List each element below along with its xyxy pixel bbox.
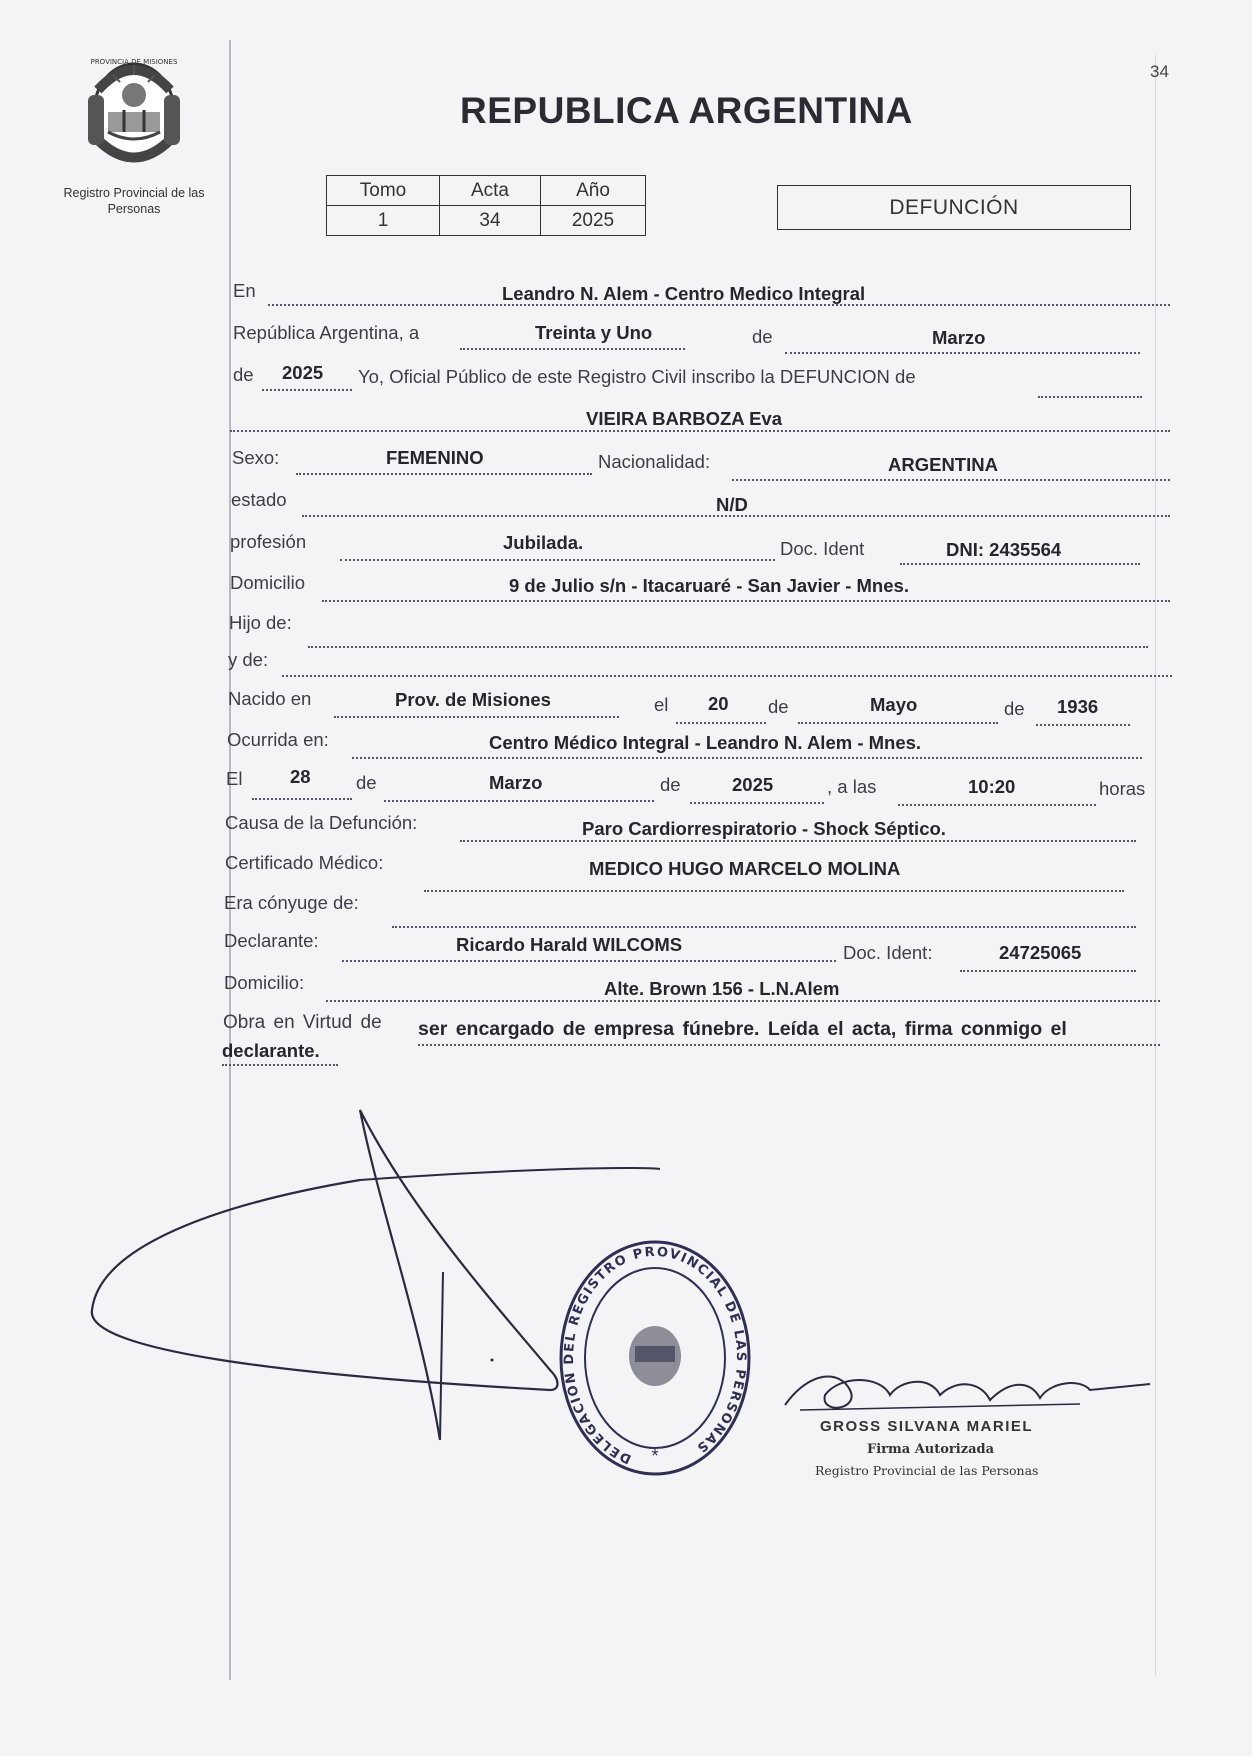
dotted-line: [230, 430, 1170, 432]
dotted-line: [282, 675, 1172, 677]
dotted-line: [322, 600, 1170, 602]
nacionalidad-label: Nacionalidad:: [598, 451, 711, 472]
fall-anio-value: 2025: [732, 774, 774, 795]
nombre-value: VIEIRA BARBOZA Eva: [586, 408, 782, 429]
domicilio-value: 9 de Julio s/n - Itacaruaré - San Javier - Mnes.: [509, 575, 909, 596]
nac-anio-value: 1936: [1057, 696, 1099, 717]
tomo-value: 1: [327, 206, 440, 236]
en-label: En: [233, 280, 256, 301]
de-label: de: [768, 696, 789, 717]
doc-value: DNI: 2435564: [946, 539, 1062, 560]
dotted-line: [334, 716, 619, 718]
nac-mes-value: Mayo: [870, 694, 918, 715]
dotted-line: [262, 389, 352, 391]
line-estado: [0, 489, 1252, 513]
emblem-text: PROVINCIA DE MISIONES: [90, 58, 178, 66]
acta-value: 34: [440, 206, 541, 236]
anio-value: 2025: [282, 362, 324, 383]
line-certificado: [0, 852, 1252, 879]
line-fecha: [0, 322, 1252, 346]
obra-value: ser encargado de empresa fúnebre. Leída el acta, firma conmigo el: [418, 1018, 1067, 1040]
dotted-line: [690, 802, 824, 804]
hijo-label: Hijo de:: [229, 612, 292, 633]
dotted-line: [900, 563, 1140, 565]
stamp-text: DELEGACION DEL REGISTRO PROVINCIAL DE LAS PERSONAS: [562, 1244, 749, 1467]
line-lugar: [0, 280, 1252, 304]
dotted-line: [296, 473, 592, 475]
domicilio2-label: Domicilio:: [224, 972, 305, 993]
certificado-label: Certificado Médico:: [225, 852, 384, 873]
hora-value: 10:20: [968, 776, 1016, 797]
line-domicilio: [0, 572, 1252, 596]
ocurrida-label: Ocurrida en:: [227, 729, 329, 750]
estado-label: estado: [231, 489, 287, 510]
dotted-line: [342, 960, 836, 962]
registry-label: Registro Provincial de las Personas: [63, 186, 205, 216]
page-number: 34: [1150, 62, 1169, 81]
sexo-label: Sexo:: [232, 447, 280, 468]
line-inscripcion: [0, 364, 1252, 388]
domicilio-label: Domicilio: [230, 572, 306, 593]
line-nombre: [0, 408, 1252, 432]
el-label: el: [654, 694, 669, 715]
line-sexo: [0, 447, 1252, 475]
dotted-line: [384, 800, 654, 802]
profesion-label: profesión: [230, 531, 307, 552]
dotted-line: [676, 722, 766, 724]
record-table: [326, 175, 646, 236]
signer-name: GROSS SILVANA MARIEL: [820, 1418, 1034, 1435]
line-profesion: [0, 531, 1252, 560]
page-title: REPUBLICA ARGENTINA: [460, 90, 913, 131]
line-fallecimiento: [0, 766, 1252, 799]
de-label: de: [660, 774, 681, 795]
yde-label: y de:: [228, 649, 269, 670]
nacido-label: Nacido en: [228, 688, 312, 709]
obra-label: Obra en Virtud de: [223, 1012, 382, 1033]
dotted-line: [340, 559, 775, 561]
dotted-line: [785, 352, 1140, 354]
ocurrida-value: Centro Médico Integral - Leandro N. Alem - Mnes.: [489, 732, 922, 753]
line-domicilio-declarante: [0, 972, 1252, 999]
dotted-line: [1036, 724, 1130, 726]
conyuge-label: Era cónyuge de:: [224, 892, 359, 913]
official-stamp: [555, 1240, 755, 1490]
acta-header: Acta: [440, 176, 541, 206]
dotted-line: [460, 840, 1136, 842]
causa-label: Causa de la Defunción:: [225, 812, 418, 833]
line-conyuge: [0, 892, 1252, 916]
dotted-line: [1038, 396, 1142, 398]
dotted-line: [798, 722, 998, 724]
de-label: de: [356, 772, 377, 793]
horas-label: horas: [1099, 778, 1146, 799]
line-obra: [0, 1012, 1252, 1040]
doc-ident-label: Doc. Ident:: [843, 942, 933, 963]
de-label: de: [1004, 698, 1025, 719]
anio-value: 2025: [541, 206, 646, 236]
line-causa: [0, 812, 1252, 839]
lugar-value: Leandro N. Alem - Centro Medico Integral: [502, 283, 866, 304]
doc-label: Doc. Ident: [780, 538, 865, 559]
line-nacimiento: [0, 688, 1252, 719]
profesion-value: Jubilada.: [503, 532, 584, 553]
anio-header: Año: [541, 176, 646, 206]
a-las-label: , a las: [827, 776, 877, 797]
dotted-line: [392, 926, 1136, 928]
declarante-label: Declarante:: [224, 930, 319, 951]
svg-text:*: *: [651, 1446, 659, 1466]
dotted-line: [222, 1064, 338, 1066]
line-yde: [0, 649, 1252, 673]
el-label: El: [226, 768, 243, 789]
nacido-lugar-value: Prov. de Misiones: [395, 689, 551, 710]
de-label: de: [752, 326, 773, 347]
signer-registry: Registro Provincial de las Personas: [815, 1463, 1039, 1478]
registrar-signature: [780, 1360, 1160, 1420]
nac-dia-value: 20: [708, 693, 729, 714]
province-emblem-icon: [78, 50, 190, 168]
line-ocurrida: [0, 729, 1252, 753]
dotted-line: [732, 479, 1170, 481]
line-obra-cont: [0, 1040, 1252, 1064]
estado-value: N/D: [716, 494, 748, 515]
domicilio2-value: Alte. Brown 156 - L.N.Alem: [604, 978, 840, 999]
mes-value: Marzo: [932, 327, 986, 348]
dotted-line: [326, 1000, 1160, 1002]
record-type-box: DEFUNCIÓN: [777, 185, 1131, 230]
signer-role: Firma Autorizada: [867, 1442, 995, 1457]
de-label: de: [233, 364, 254, 385]
obra-value-cont: declarante.: [222, 1040, 320, 1061]
declarante-value: Ricardo Harald WILCOMS: [456, 934, 683, 955]
republica-label: República Argentina, a: [233, 322, 420, 343]
tomo-header: Tomo: [327, 176, 440, 206]
dotted-line: [352, 757, 1142, 759]
fall-mes-value: Marzo: [489, 772, 543, 793]
fall-dia-value: 28: [290, 766, 311, 787]
dotted-line: [252, 798, 352, 800]
yo-text: Yo, Oficial Público de este Registro Civil inscribo la DEFUNCION de: [358, 366, 916, 387]
causa-value: Paro Cardiorrespiratorio - Shock Séptico.: [582, 818, 946, 839]
doc-ident-value: 24725065: [999, 942, 1082, 963]
line-hijo: [0, 612, 1252, 636]
line-declarante: [0, 930, 1252, 963]
dotted-line: [898, 804, 1096, 806]
nacionalidad-value: ARGENTINA: [888, 454, 998, 475]
sexo-value: FEMENINO: [386, 447, 484, 468]
dotted-line: [460, 348, 685, 350]
dotted-line: [308, 646, 1148, 648]
certificado-value: MEDICO HUGO MARCELO MOLINA: [589, 858, 901, 879]
dia-letras-value: Treinta y Uno: [535, 322, 653, 343]
